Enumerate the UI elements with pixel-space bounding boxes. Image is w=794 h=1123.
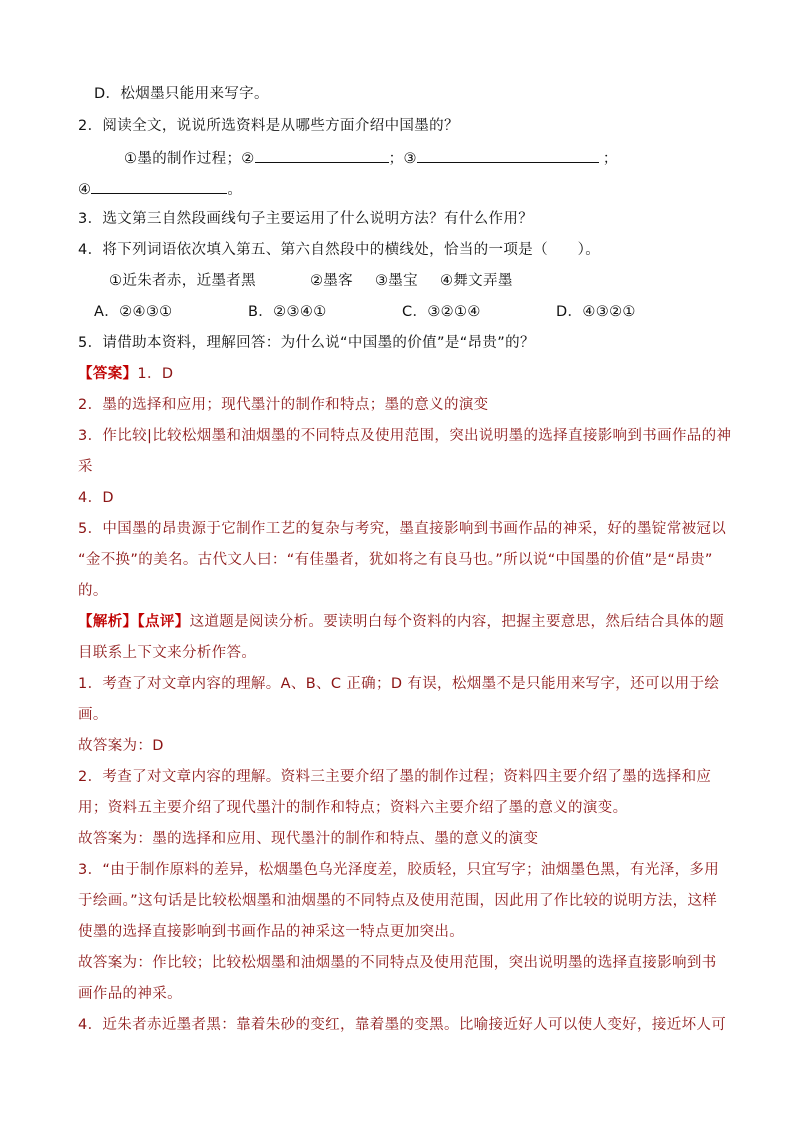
analysis-3-line-2: 于绘画。”这句话是比较松烟墨和油烟墨的不同特点及使用范围，因此用了作比较的说明方法，这样	[78, 893, 718, 909]
answer-1-line	[78, 364, 173, 384]
word-1: ①近朱者赤，近墨者黑	[109, 273, 256, 289]
analysis-label: 【解析】【点评】	[78, 614, 190, 630]
q2-text-d: ④	[78, 182, 92, 198]
analysis-intro-line-2: 目联系上下文来分析作答。	[78, 645, 257, 661]
question-4-words	[109, 271, 513, 291]
q2-text-b: ；③	[388, 151, 417, 167]
question-5: 5．请借助本资料，理解回答：为什么说“中国墨的价值”是“昂贵”的？	[78, 335, 535, 351]
answer-blank-4[interactable]	[91, 178, 227, 194]
analysis-4-line-1: 4．近朱者赤近墨者黑：靠着朱砂的变红，靠着墨的变黑。比喻接近好人可以使人变好，接近坏人可	[78, 1017, 727, 1033]
answer-3-line-2: 采	[78, 459, 93, 475]
question-2-stem: 2．阅读全文，说说所选资料是从哪些方面介绍中国墨的？	[78, 118, 459, 134]
analysis-2-line-1: 2．考查了对文章内容的理解。资料三主要介绍了墨的制作过程；资料四主要介绍了墨的选择和应	[78, 769, 712, 785]
word-3: ③墨宝	[374, 273, 418, 289]
q4-option-a[interactable]: A．②④③①	[94, 304, 173, 320]
answer-5-line-1: 5．中国墨的昂贵源于它制作工艺的复杂与考究，墨直接影响到书画作品的神采，好的墨锭常被冠以	[78, 521, 727, 537]
answer-label: 【答案】	[78, 366, 138, 382]
analysis-intro-text: 这道题是阅读分析。要读明白每个资料的内容，把握主要意思，然后结合具体的题	[189, 614, 725, 630]
answer-blank-3[interactable]	[417, 147, 599, 163]
answer-2: 2．墨的选择和应用；现代墨汁的制作和特点；墨的意义的演变	[78, 397, 489, 413]
q4-option-d[interactable]: D．④③②①	[556, 304, 636, 320]
question-2-blank-row-2	[78, 178, 242, 200]
answer-1: 1．D	[137, 366, 174, 382]
analysis-3-line-1: 3．“由于制作原料的差异，松烟墨色乌光泽度差，胶质轻，只宜写字；油烟墨色黑，有光泽，多用	[78, 862, 720, 878]
q1-option-d: D．松烟墨只能用来写字。	[94, 86, 269, 102]
analysis-3-line-3: 使墨的选择直接影响到书画作品的神采这一特点更加突出。	[78, 924, 465, 940]
analysis-2-conclusion: 故答案为：墨的选择和应用、现代墨汁的制作和特点、墨的意义的演变	[78, 831, 539, 847]
answer-5-line-3: 的。	[78, 583, 108, 599]
answer-4: 4．D	[78, 490, 114, 506]
q2-text-e: 。	[227, 182, 243, 198]
word-4: ④舞文弄墨	[439, 273, 513, 289]
question-2-blank-row-1	[124, 147, 618, 169]
q4-option-b[interactable]: B．②③④①	[248, 304, 327, 320]
word-2: ②墨客	[309, 273, 353, 289]
q2-text-c: ；	[602, 151, 618, 167]
answer-3-line-1: 3．作比较|比较松烟墨和油烟墨的不同特点及使用范围，突出说明墨的选择直接影响到书画作品的神	[78, 428, 732, 444]
analysis-2-line-2: 用；资料五主要介绍了现代墨汁的制作和特点；资料六主要介绍了墨的意义的演变。	[78, 800, 628, 816]
question-4-stem: 4．将下列词语依次填入第五、第六自然段中的横线处，恰当的一项是（ ）。	[78, 242, 601, 258]
question-3: 3．选文第三自然段画线句子主要运用了什么说明方法？有什么作用？	[78, 211, 534, 227]
analysis-intro-line-1	[78, 612, 724, 632]
analysis-3-conclusion-line-2: 画作品的神采。	[78, 986, 182, 1002]
analysis-1-line-1: 1．考查了对文章内容的理解。A、B、C 正确；D 有误，松烟墨不是只能用来写字，还可以用于绘	[78, 676, 720, 692]
analysis-1-line-2: 画。	[78, 707, 108, 723]
q2-text-a: ①墨的制作过程；②	[124, 151, 255, 167]
q4-option-c[interactable]: C．③②①④	[402, 304, 481, 320]
answer-5-line-2: “金不换”的美名。古代文人曰：“有佳墨者，犹如将之有良马也。”所以说“中国墨的价值”是“昂贵”	[78, 552, 713, 568]
answer-blank-2[interactable]	[255, 147, 389, 163]
analysis-1-conclusion: 故答案为：D	[78, 738, 164, 754]
analysis-3-conclusion-line-1: 故答案为：作比较；比较松烟墨和油烟墨的不同特点及使用范围，突出说明墨的选择直接影响到书	[78, 955, 717, 971]
